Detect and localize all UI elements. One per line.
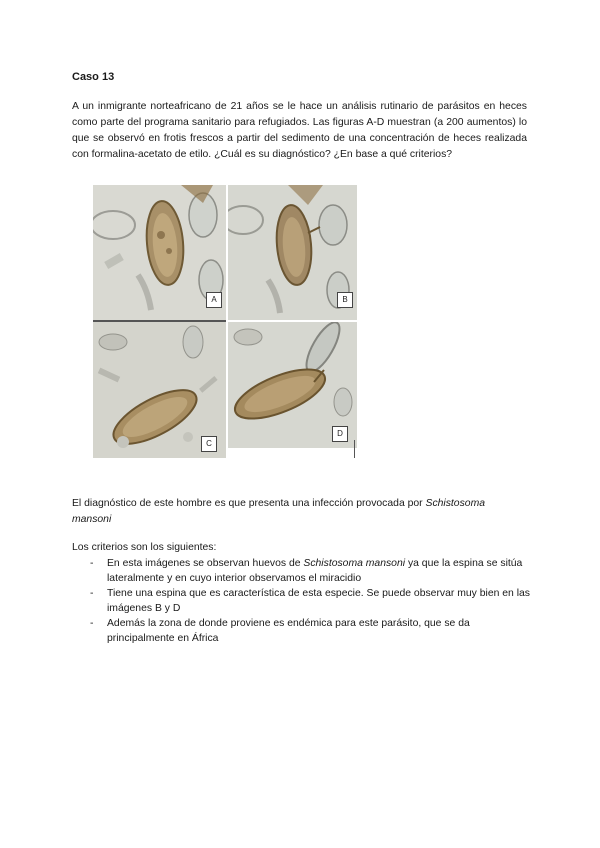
panel-label-b: B: [337, 292, 353, 308]
criterion-text: En esta imágenes se observan huevos de: [107, 558, 304, 569]
criterion-text: ya que la espina se sitúa lateralmente y en cuyo interior observamos el miracidio: [107, 558, 523, 584]
list-bullet: -: [90, 618, 94, 629]
criterion-species: Schistosoma mansoni: [303, 558, 406, 569]
diagnosis-text: El diagnóstico de este hombre es que presenta una infección provocada por: [72, 498, 426, 509]
micrograph-panel-c: [93, 322, 226, 458]
micrograph-panel-d: [228, 322, 357, 448]
list-bullet: -: [90, 588, 94, 599]
micrograph-panel-a: [93, 185, 226, 320]
micrograph-figure: [93, 185, 357, 458]
list-bullet: -: [90, 558, 94, 569]
list-item: [72, 556, 532, 586]
list-item: [72, 586, 532, 616]
case-question: A un inmigrante norteafricano de 21 años se le hace un análisis rutinario de parásitos en heces como parte del programa sanitario para refugiados. Las figuras A-D muestran (a 200 aumentos) lo que se observó en frotis frescos a partir del sedimento de una concentración de heces realizada con formalina-acetato de etilo. ¿Cuál es su diagnóstico? ¿En base a qué criterios?: [72, 101, 527, 160]
criteria-heading: Los criterios son los siguientes:: [72, 542, 217, 553]
diagnosis-species: Schistosoma mansoni: [72, 498, 485, 525]
diagnosis-paragraph: [72, 496, 527, 528]
micrograph-panel-b: [228, 185, 357, 320]
criterion-text: Tiene una espina que es característica de esta especie. Se puede observar muy bien en las imágenes B y D: [107, 588, 531, 614]
panel-divider-vertical: [354, 440, 355, 458]
panel-label-d: D: [332, 426, 348, 442]
list-item: [72, 616, 532, 646]
panel-label-c: C: [201, 436, 217, 452]
criteria-list: [72, 556, 532, 646]
criterion-text: Además la zona de donde proviene es endémica para este parásito, que se da principalmente en África: [107, 618, 470, 644]
page-title: Caso 13: [72, 71, 115, 83]
panel-label-a: A: [206, 292, 222, 308]
